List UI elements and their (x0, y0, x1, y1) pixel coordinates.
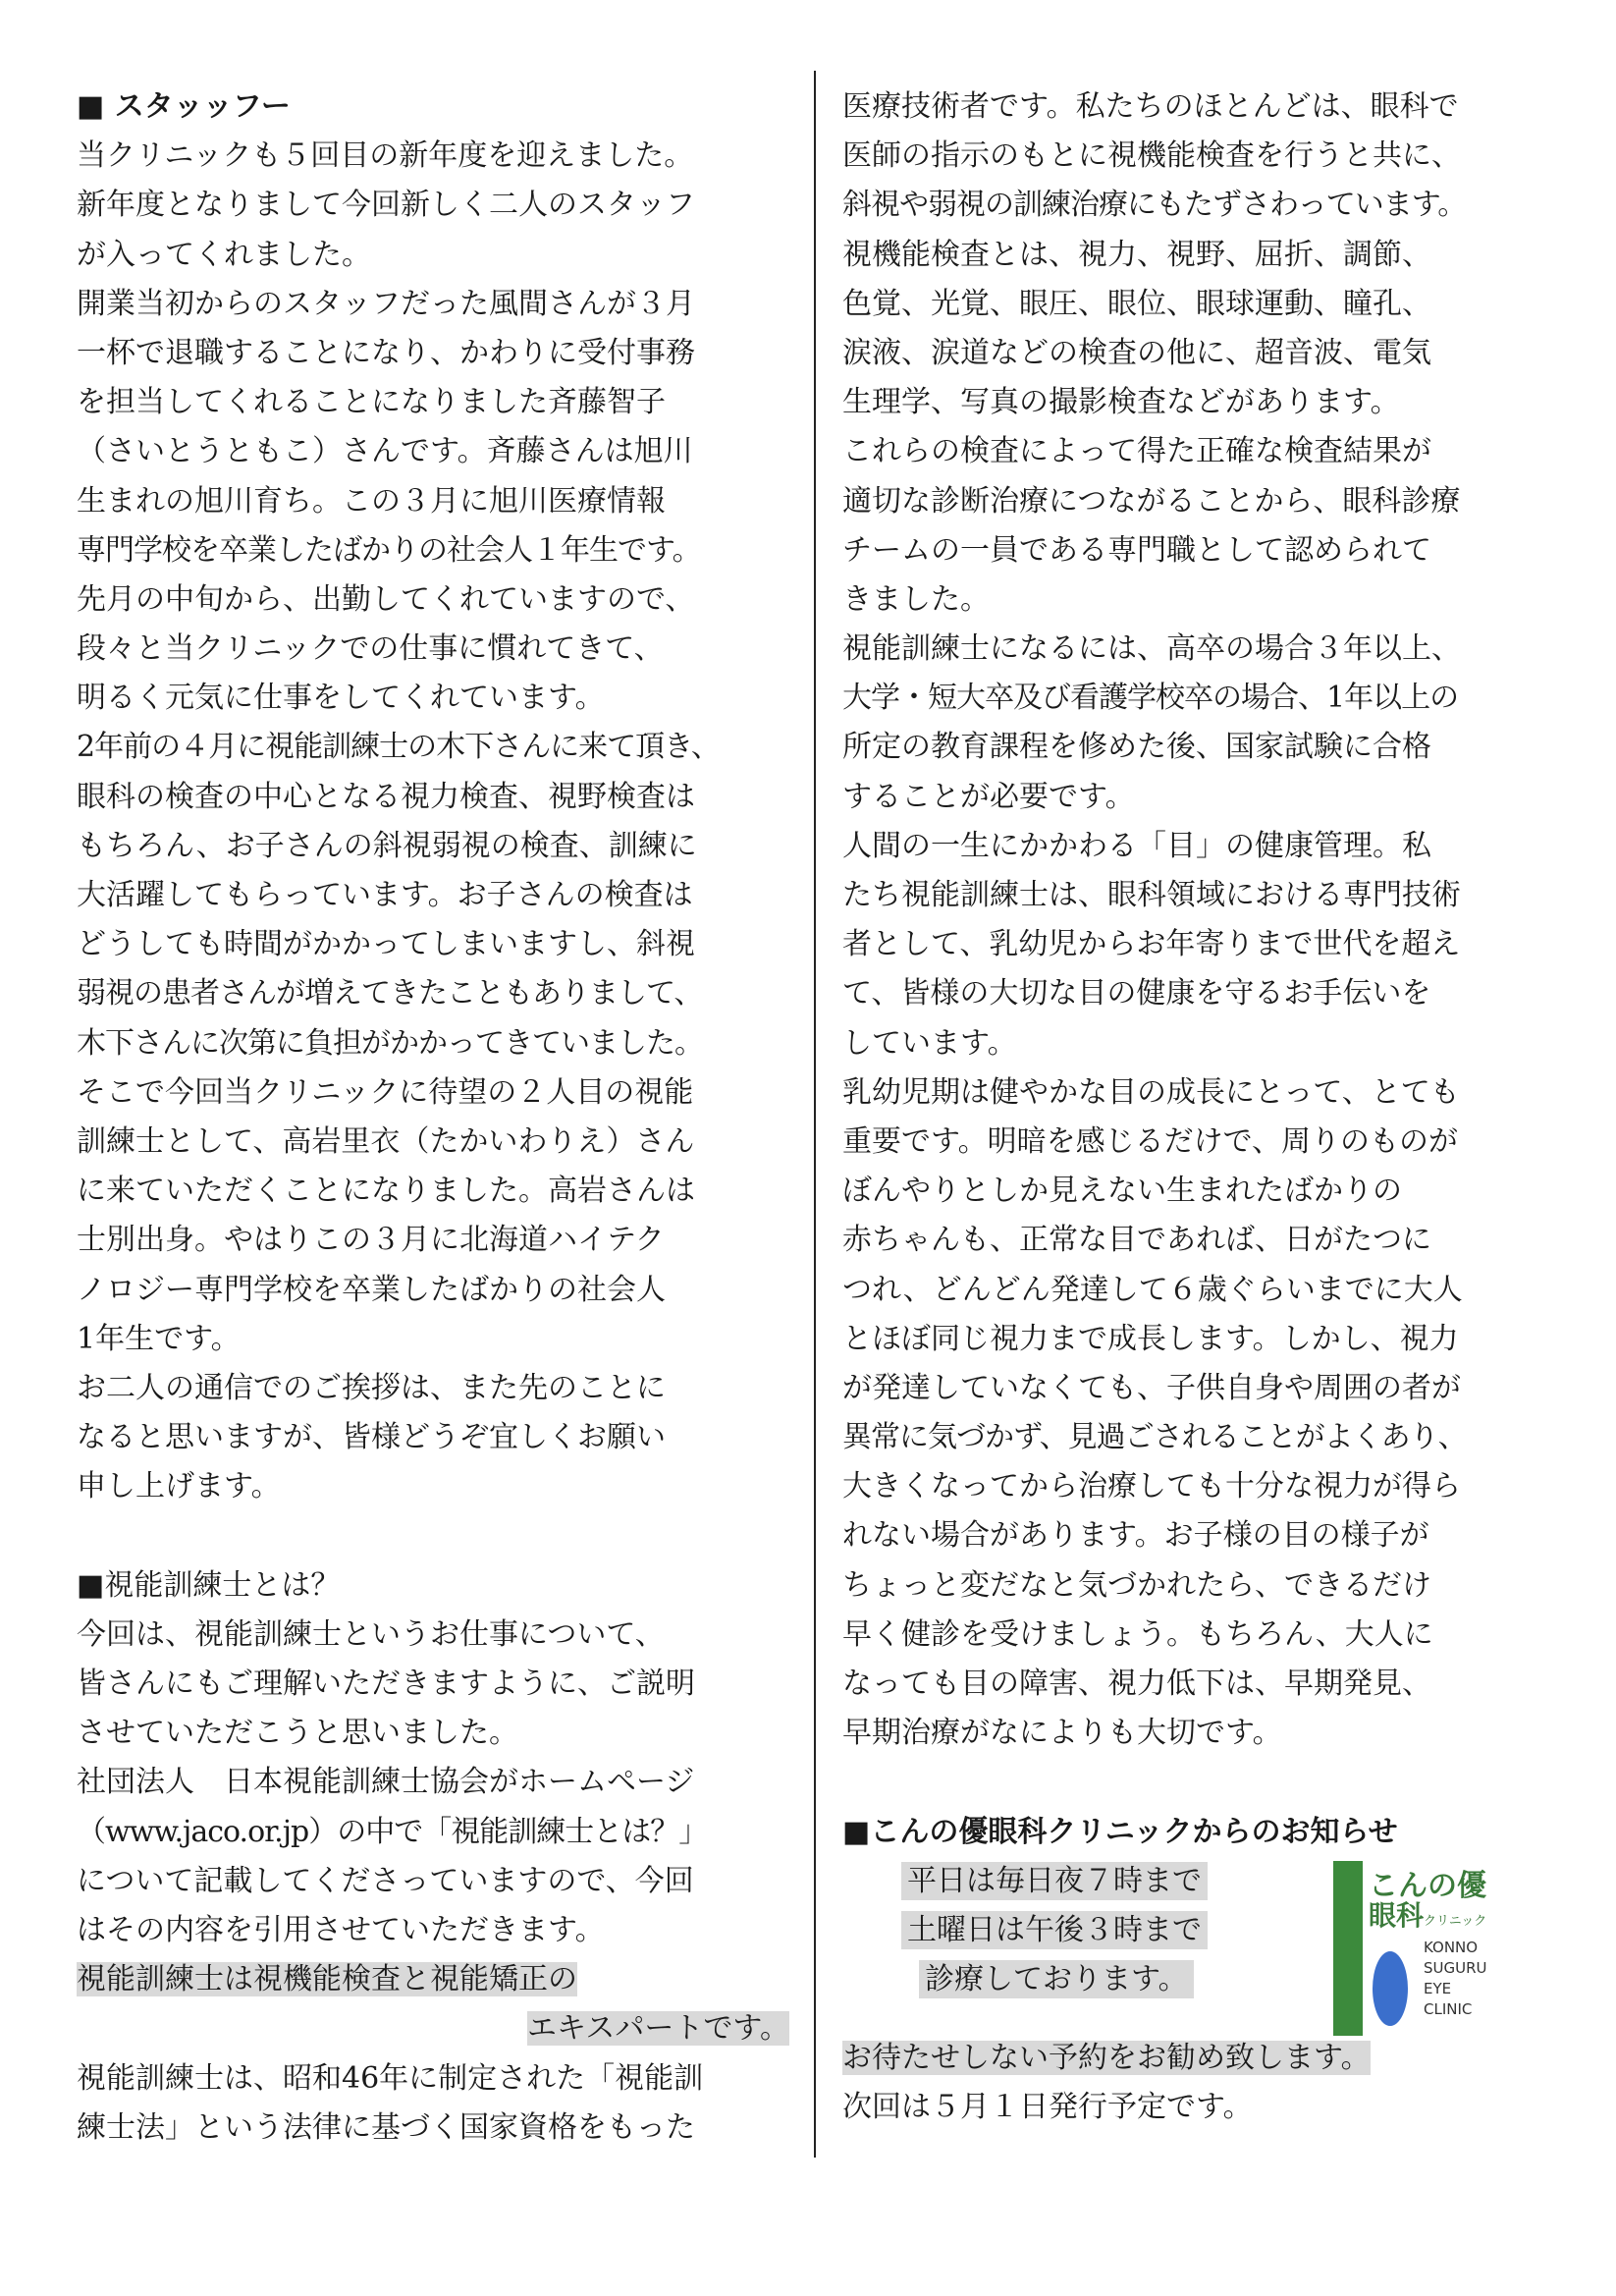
notice-box (842, 1857, 1569, 2034)
text-line: 大きくなってから治療しても十分な視力が得ら (842, 1469, 1461, 1504)
text-line: 生理学、写真の撮影検査などがあります。 (842, 385, 1400, 420)
text-line: 視能訓練士になるには、高卒の場合３年以上、 (842, 631, 1461, 667)
text-line: もちろん、お子さんの斜視弱視の検査、訓練に (77, 828, 697, 863)
text-line: 赤ちゃんも、正常な目であれば、日がたつに (842, 1223, 1431, 1258)
text-line: （www.jaco.or.jp）の中で「視能訓練士とは？」 (77, 1814, 708, 1849)
text-line: （さいとうともこ）さんです。斉藤さんは旭川 (77, 434, 693, 469)
right-column (842, 82, 1569, 2132)
hours-weekday: 平日は毎日夜７時まで (901, 1862, 1208, 1900)
text-line: することが必要です。 (842, 779, 1135, 814)
text-line: どうしても時間がかかってしまいますし、斜視 (77, 927, 695, 962)
text-line: 人間の一生にかかわる「目」の健康管理。私 (842, 828, 1431, 863)
text-line: 今回は、視能訓練士というお仕事について、 (77, 1616, 665, 1652)
text-line: 2年前の４月に視能訓練士の木下さんに来て頂き、 (77, 730, 720, 765)
text-line: が入ってくれました。 (77, 237, 371, 272)
text-line: 申し上げます。 (77, 1469, 281, 1504)
text-line: 段々と当クリニックでの仕事に慣れてきて、 (77, 631, 664, 667)
text-line: とほぼ同じ視力まで成長します。しかし、視力 (842, 1321, 1459, 1356)
hours-note: 診療しております。 (919, 1960, 1194, 1998)
text-line: ノロジー専門学校を卒業したばかりの社会人 (77, 1272, 666, 1307)
clinic-logo (1333, 1861, 1500, 2036)
staff-section (77, 132, 793, 1511)
text-line: たち視能訓練士は、眼科領域における専門技術 (842, 878, 1461, 912)
logo-name: こんの優 (1369, 1868, 1486, 1903)
text-line: そこで今回当クリニックに待望の２人目の視能 (77, 1074, 694, 1110)
text-line: 涙液、涙道などの検査の他に、超音波、電気 (842, 335, 1431, 370)
logo-green-bar (1333, 1861, 1363, 2036)
text-line: きました。 (842, 581, 990, 617)
text-line: なると思いますが、皆様どうぞ宜しくお願い (77, 1420, 666, 1455)
reservation-note: お待たせしない予約をお勧め致します。 (842, 2040, 1371, 2075)
text-line: なっても目の障害、視力低下は、早期発見、 (842, 1667, 1431, 1701)
text-line: 異常に気づかず、見過ごされることがよくあり、 (842, 1420, 1467, 1455)
clinic-hours (901, 1857, 1208, 2005)
text-line: 重要です。明暗を感じるだけで、周りのものが (842, 1123, 1458, 1159)
text-line: 皆さんにもご理解いただきますように、ご説明 (77, 1667, 695, 1701)
text-line: 1年生です。 (77, 1321, 241, 1356)
highlight-quote-line1: 視能訓練士は視機能検査と視能矯正の (77, 1962, 577, 1997)
text-line: を担当してくれることになりました斉藤智子 (77, 385, 666, 420)
text-line: これらの検査によって得た正確な検査結果が (842, 434, 1431, 469)
text-line: 大活躍してもらっています。お子さんの検査は (77, 878, 693, 912)
text-line: 早期治療がなによりも大切です。 (842, 1716, 1282, 1751)
text-line: 所定の教育課程を修めた後、国家試験に合格 (842, 730, 1431, 765)
text-line: について記載してくださっていますので、今回 (77, 1863, 694, 1898)
text-line: しています。 (842, 1025, 1017, 1061)
text-line: 練士法」という法律に基づく国家資格をもった (77, 2109, 695, 2145)
text-line: 医師の指示のもとに視機能検査を行うと共に、 (842, 138, 1461, 174)
staff-heading: ■ スタッッフー (77, 89, 291, 124)
text-line: 木下さんに次第に負担がかかってきていました。 (77, 1025, 703, 1061)
text-line: させていただこうと思いました。 (77, 1716, 518, 1751)
text-line: お二人の通信でのご挨拶は、また先のことに (77, 1370, 666, 1405)
text-line: 生まれの旭川育ち。この３月に旭川医療情報 (77, 483, 666, 519)
text-line: 弱視の患者さんが増えてきたこともありまして、 (77, 976, 703, 1011)
notice-heading: ■こんの優眼科クリニックからのお知らせ (842, 1814, 1398, 1849)
text-line: ぼんやりとしか見えない生まれたばかりの (842, 1174, 1402, 1209)
left-column (77, 82, 793, 2153)
text-line: 視機能検査とは、視力、視野、屈折、調節、 (842, 237, 1431, 272)
text-line: 者として、乳幼児からお年寄りまで世代を超え (842, 927, 1461, 962)
text-line: 視能訓練士は、昭和46年に制定された「視能訓 (77, 2060, 704, 2096)
logo-english-name: KONNO SUGURU EYE CLINIC (1424, 1938, 1487, 2018)
text-line: チームの一員である専門職として認められて (842, 532, 1431, 568)
orthoptist-section (77, 1611, 793, 1955)
text-line: れない場合があります。お子様の目の様子が (842, 1518, 1429, 1554)
text-line: に来ていただくことになりました。高岩さんは (77, 1174, 695, 1209)
text-line: 斜視や弱視の訓練治療にもたずさわっています。 (842, 188, 1467, 223)
text-line: 当クリニックも５回目の新年度を迎えました。 (77, 138, 694, 174)
text-line: つれ、どんどん発達して６歳ぐらいまでに大人 (842, 1272, 1463, 1307)
text-line: 適切な診断治療につながることから、眼科診療 (842, 483, 1461, 519)
text-line: 医療技術者です。私たちのほとんどは、眼科で (842, 89, 1459, 124)
text-line: 乳幼児期は健やかな目の成長にとって、とても (842, 1074, 1460, 1110)
hours-saturday: 土曜日は午後３時まで (901, 1911, 1208, 1949)
text-line: 大学・短大卒及び看護学校卒の場合、1年以上の (842, 681, 1459, 716)
text-line: て、皆様の大切な目の健康を守るお手伝いを (842, 976, 1431, 1011)
text-line: 社団法人 日本視能訓練士協会がホームページ (77, 1765, 695, 1800)
next-issue-note: 次回は５月１日発行予定です。 (842, 2089, 1253, 2124)
text-line: 訓練士として、高岩里衣（たかいわりえ）さん (77, 1123, 695, 1159)
logo-eye-oval-icon (1373, 1951, 1408, 2026)
orthoptist-heading: ■視能訓練士とは？ (77, 1567, 341, 1603)
text-line: 色覚、光覚、眼圧、眼位、眼球運動、瞳孔、 (842, 286, 1431, 321)
text-line: が発達していなくても、子供自身や周囲の者が (842, 1370, 1461, 1405)
highlight-quote-line2: エキスパートです。 (527, 2011, 789, 2047)
logo-subtitle: 眼科クリニック (1369, 1898, 1487, 1932)
orthoptist-continued (842, 82, 1569, 1758)
text-line: ちょっと変だなと気づかれたら、できるだけ (842, 1567, 1431, 1603)
text-line: 士別出身。やはりこの３月に北海道ハイテク (77, 1223, 665, 1258)
text-line: 開業当初からのスタッフだった風間さんが３月 (77, 286, 695, 321)
text-line: 一杯で退職することになり、かわりに受付事務 (77, 335, 695, 370)
text-line: はその内容を引用させていただきます。 (77, 1912, 605, 1947)
text-line: 眼科の検査の中心となる視力検査、視野検査は (77, 779, 695, 814)
text-line: 専門学校を卒業したばかりの社会人１年生です。 (77, 532, 701, 568)
column-divider (814, 71, 816, 2158)
text-line: 先月の中旬から、出勤してくれていますので、 (77, 581, 695, 617)
text-line: 新年度となりまして今回新しく二人のスタッフ (77, 188, 695, 223)
text-line: 早く健診を受けましょう。もちろん、大人に (842, 1616, 1433, 1652)
text-line: 明るく元気に仕事をしてくれています。 (77, 681, 605, 716)
